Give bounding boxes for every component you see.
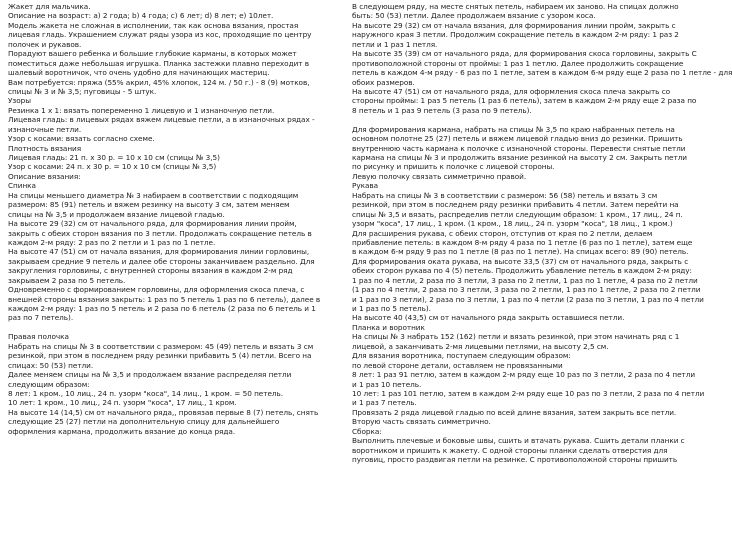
right-column-line (352, 115, 694, 124)
left-column-line: Плотность вязания (8, 143, 82, 153)
right-column-line: 1 раз по 4 петли, 2 раза по 3 петли, 3 раза по 2 петли, 1 раз по 1 петле, 4 раза по 2 петли (352, 275, 698, 285)
right-column-line: (1 раз по 4 петли, 2 раза по 3 петли, 3 раза по 2 петли, 1 раз по 1 петле, 2 раза по 2 петли (352, 285, 701, 295)
left-column-line: спицах: 50 (53) петли. (8, 360, 94, 370)
right-column-line: 8 лет: 1 раз 91 петлю, затем в каждом 2-м ряду еще 10 раз по 3 петли, 2 раза по 4 петли (352, 370, 696, 380)
left-column-line: Лицевая гладь: 21 п. х 30 р. = 10 х 10 см (спицы № 3,5) (8, 153, 220, 162)
left-column-line: следующие 25 (27) петли на дополнительную спицу для дальнейшего (8, 417, 280, 427)
left-column-line: поместиться даже небольшая игрушка. Планка застежки плавно переходит в (8, 58, 309, 68)
right-column-line: противоположной стороны от проймы: 1 раз 1 петлю. Далее продолжить сокращение (352, 58, 684, 68)
left-column-line: лицевая гладь. Украшением служат ряды узора из кос, проходящие по центру (8, 30, 312, 40)
left-column-line: На спицы меньшего диаметра № 3 набираем в соответствии с подходящим (8, 190, 299, 200)
left-column-line (8, 323, 342, 332)
right-column-line: Провязать 2 ряда лицевой гладью по всей длине вязания, затем закрыть все петли. (352, 407, 677, 417)
left-column-line: закрываем средние 9 петель и далее обе стороны заканчиваем раздельно. Для (8, 256, 315, 266)
left-column-line: внешней стороны вязания закрыть: 1 раз по 5 петель 1 раз по 6 петель), далее в (8, 294, 321, 304)
right-column-line: петель в каждом 4-м ряду - 6 раз по 1 петле, затем в каждом 6-м ряду еще 2 раза по 1 петле - для (352, 68, 732, 78)
left-column-line: Описание вязания: (8, 171, 81, 181)
left-column-line: На высоте 14 (14,5) см от начального ряда,, провязав первые 8 (7) петель, снять (8, 407, 319, 417)
right-column-line: кармана на спицы № 3 и продолжить вязание резинкой на высоту 2 см. Закрыть петли (352, 153, 687, 162)
left-column-line: закругления горловины, с внутренней стороны вязания в каждом 2-м ряд (8, 266, 293, 276)
right-column-line: На высоте 29 (32) см от начала вязания, для формирования линии пройм, закрыть с (352, 20, 676, 30)
right-column-line: узорм "коса", 17 лиц., 1 кром. (1 кром., 18 лиц., 24 п. узорм "коса", 18 лиц., 1 кром.) (352, 219, 673, 229)
right-column-line: стороны проймы: 1 раз 5 петель (1 раз 6 петель), затем в каждом 2-м ряду еще 2 раза по (352, 96, 697, 106)
left-column-line: Порадуют вашего ребенка и большие глубокие карманы, в которых может (8, 49, 297, 59)
left-column-line: Спинка (8, 181, 36, 191)
right-column-line: На высоте 40 (43,5) см от начального ряда закрыть оставшиеся петли. (352, 313, 625, 323)
right-column-line: Планка и воротник (352, 322, 425, 332)
right-column-line: Вторую часть связать симметрично. (352, 417, 491, 427)
right-column-line: и 1 раз по 3 петли), 2 раза по 3 петли, 1 раз по 4 петли (2 раза по 3 петли, 1 раз по 4 петли (352, 294, 704, 304)
right-column-line: Набрать на спицы № 3 в соответствии с размером: 56 (58) петель и вязать 3 см (352, 190, 658, 200)
right-column-line: обеих сторон рукава по 4 (5) петель. Продолжить убавление петель в каждом 2-м ряду: (352, 266, 692, 276)
left-column-line: На высоте 29 (32) см от начального ряда, для формирования линии пройм, (8, 219, 297, 229)
left-column-line: Узор с косами: вязать согласно схеме. (8, 134, 155, 144)
left-column-line: Далее меняем спицы на № 3,5 и продолжаем вязание распределяя петли (8, 370, 292, 380)
right-column-line: обоих размеров. (352, 77, 415, 87)
right-column-line: Для вязания воротника, поступаем следующим образом: (352, 351, 571, 361)
left-column-line: каждом 2-м ряду: 1 раз по 5 петель и 2 раза по 6 петель (2 раза по 6 петель и 1 (8, 304, 316, 313)
left-column-line: раз по 7 петель). (8, 313, 74, 323)
left-column-line: Узор с косами: 24 п. х 30 р. = 10 х 10 см (спицы № 3,5) (8, 162, 217, 172)
left-column-line: Правая полочка (8, 332, 69, 342)
right-column-line: Сборка: (352, 426, 382, 436)
left-column-line: Узоры (8, 96, 31, 106)
right-column-line: На спицы № 3 набрать 152 (162) петли и вязать резинкой, при этом начинать ряд с 1 (352, 332, 680, 342)
left-column-line: 8 лет: 1 кром., 10 лиц., 24 п. узорм "коса", 14 лиц., 1 кром. = 50 петель. (8, 388, 284, 398)
left-column-line: Жакет для мальчика. (8, 2, 91, 11)
right-column-line: Для формирования кармана, набрать на спицы № 3,5 по краю набранных петель на (352, 124, 675, 134)
left-column-line: спицы на № 3,5 и продолжаем вязание лицевой гладью. (8, 209, 225, 219)
left-column-line: закрываем 2 раза по 5 петель. (8, 275, 126, 285)
left-text-column (8, 2, 342, 436)
left-column-line: 10 лет: 1 кром., 10 лиц., 24 п. узорм "коса", 17 лиц., 1 кром. (8, 398, 237, 408)
left-column-line: На высоте 47 (51) см от начала вязания, для формирования линии горловины, (8, 247, 310, 257)
left-column-line: Одновременно с формированием горловины, для оформления скоса плеча, с (8, 285, 305, 295)
left-column-line: следующим образом: (8, 379, 90, 389)
right-column-line: и 1 раз 10 петель. (352, 379, 422, 389)
right-column-line: внутреннюю часть кармана к полочке с изнаночной стороны. Перевести снятые петли (352, 143, 686, 153)
left-column-line: изнаночные петли. (8, 124, 82, 134)
right-column-line: прибавление петель: в каждом 8-м ряду 4 раза по 1 петле (6 раз по 1 петле), затем еще (352, 237, 693, 247)
left-column-line: оформления кармана, продолжить вязание до конца ряда. (8, 426, 236, 436)
right-column-line: Для формирования оката рукава, на высоте 33,5 (37) см от начального ряда, закрыть с (352, 256, 689, 266)
left-column-line: каждом 2-м ряду: 2 раз по 2 петли и 1 раз по 1 петле. (8, 237, 216, 247)
right-column-line: 10 лет: 1 раз 101 петлю, затем в каждом 2-м ряду еще 10 раз по 3 петли, 2 раза по 4 петли (352, 388, 705, 398)
right-column-line: Выполнить плечевые и боковые швы, сшить и втачать рукава. Сшить детали планки с (352, 436, 685, 446)
left-column-line: Резинка 1 х 1: вязать попеременно 1 лицевую и 1 изнаночную петли. (8, 105, 275, 115)
left-column-line: Лицевая гладь: в лицевых рядах вяжем лицевые петли, а в изнаночных рядах - (8, 115, 315, 125)
left-column-line: Модель жакета не сложная в исполнении, так как основа вязания, простая (8, 20, 299, 30)
right-column-line: по левой стороне детали, оставляем не провязанными (352, 360, 563, 370)
left-column-line: закрыть с обеих сторон вязания по 3 петли. Продолжать сокращение петель в (8, 228, 312, 238)
right-column-line: резинкой, при этом в последнем ряду резинки прибавить 4 петли. Затем перейти на (352, 200, 679, 210)
right-text-column (352, 2, 732, 464)
right-column-line: по рисунку и пришить к полочке с лицевой стороны. (352, 162, 555, 172)
left-column-line: Вам потребуется: пряжа (55% акрил, 45% хлопок, 124 м. / 50 г.) - 8 (9) мотков, (8, 77, 310, 87)
left-column-line: Описание на возраст: а) 2 года; b) 4 года; c) 6 лет; d) 8 лет; e) 10лет. (8, 11, 274, 21)
right-column-line: и 1 раз 7 петель. (352, 398, 417, 408)
right-column-line: В следующем ряду, на месте снятых петель, набираем их заново. На спицах должно (352, 2, 679, 11)
right-column-line: быть: 50 (53) петли. Далее продолжаем вязание с узором коса. (352, 11, 596, 21)
right-column-line: лицевой, а заканчивать 2-мя лицевыми петлями, на высоту 2,5 см. (352, 341, 609, 351)
right-column-line: На высоте 47 (51) см от начального ряда, для оформления скоса плеча закрыть со (352, 86, 671, 96)
right-column-line: спицы № 3,5 и вязать, распределив петли следующим образом: 1 кром., 17 лиц., 24 п. (352, 209, 683, 219)
right-column-line: пуговиц, просто раздвигая петли на резинке. С противоположной стороны пришить (352, 455, 678, 464)
right-column-line: основном полотне 25 (27) петель и вяжем лицевой гладью вниз до резинки. Пришить (352, 134, 683, 144)
right-column-line: петли и 1 раз 1 петля. (352, 39, 438, 49)
left-column-line: размером: 85 (91) петель и вяжем резинку на высоту 3 см, затем меняем (8, 200, 290, 210)
left-column-line: спицы № 3 и № 3,5; пуговицы - 5 штук. (8, 86, 157, 96)
right-column-line: 8 петель и 1 раз 9 петель (3 раза по 9 петель). (352, 105, 532, 115)
right-column-line: воротником и пришить к жакету. С одной стороны планки сделать отверстия для (352, 445, 668, 455)
right-column-line: На высоте 35 (39) см от начального ряда, для формирования скоса горловины, закрыть С (352, 49, 697, 59)
left-column-line: Набрать на спицы № 3 в соответствии с размером: 45 (49) петель и вязать 3 см (8, 341, 314, 351)
right-column-line: наружного края 3 петли. Продолжим сокращение петель в каждом 2-м ряду: 1 раз 2 (352, 30, 679, 40)
right-column-line: Левую полочку связать симметрично правой. (352, 171, 527, 181)
right-column-line: в каждом 6-м ряду 9 раз по 1 петле (8 раз по 1 петле). На спицах всего: 89 (90) петель. (352, 247, 689, 257)
right-column-line: и 1 раз по 5 петель). (352, 304, 431, 313)
left-column-line: шалевый воротничок, что очень удобно для начинающих мастериц. (8, 68, 270, 78)
left-column-line: полочек и рукавов. (8, 39, 82, 49)
right-column-line: Для расширения рукава, с обеих сторон, отступив от края по 2 петли, делаем (352, 228, 653, 238)
right-column-line: Рукава (352, 181, 379, 191)
left-column-line: резинкой, при этом в последнем ряду резинки прибавить 5 (4) петли. Всего на (8, 351, 312, 361)
